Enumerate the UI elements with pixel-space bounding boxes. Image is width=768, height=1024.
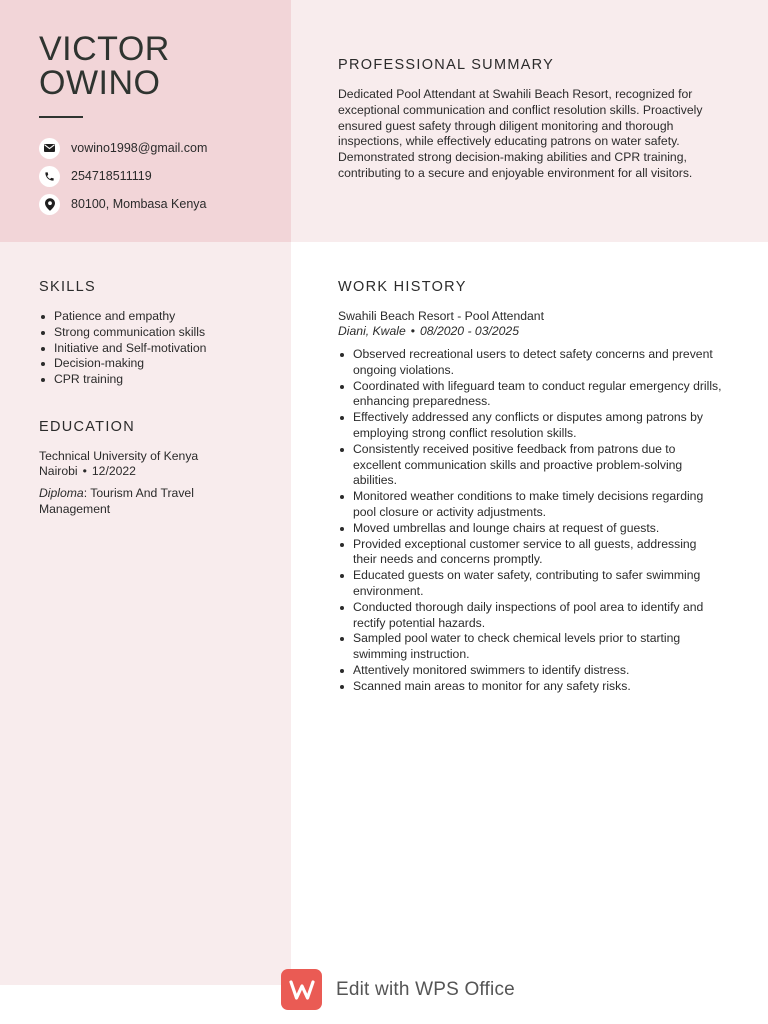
job-dates: 08/2020 - 03/2025	[420, 324, 519, 338]
list-item: Consistently received positive feedback from patrons due to excellent communication skills and proactive problem-solving abilities.	[338, 442, 723, 489]
contact-address	[39, 193, 279, 215]
job-title	[338, 309, 723, 325]
list-item: Coordinated with lifeguard team to conduct regular emergency drills, enhancing preparedness.	[338, 379, 723, 411]
list-item: Moved umbrellas and lounge chairs at request of guests.	[338, 521, 723, 537]
degree-field: : Tourism And Travel Management	[39, 486, 194, 516]
education-school: Technical University of Kenya	[39, 449, 199, 463]
separator-dot: •	[410, 324, 416, 338]
job-location: Diani, Kwale	[338, 324, 406, 338]
summary-text: Dedicated Pool Attendant at Swahili Beach Resort, recognized for exceptional communication and conflict resolution skills. Proactively ensured guest safety through diligent monitoring and thorough inspections, while effectively educating patrons on water safety. Demonstrated strong decision-making abilities and CPR training, contributing to a secure and enjoyable environment for all visitors.	[338, 87, 703, 180]
list-item: Educated guests on water safety, contributing to safer swimming environment.	[338, 568, 723, 600]
skills-heading: SKILLS	[39, 279, 96, 295]
phone-text: 254718511119	[71, 169, 152, 183]
name-divider	[39, 116, 83, 118]
list-item: Strong communication skills	[39, 325, 279, 341]
wps-logo-icon	[281, 969, 322, 1010]
list-item: Sampled pool water to check chemical levels prior to starting swimming instruction.	[338, 631, 723, 663]
work-bullets	[338, 347, 723, 695]
skills-list	[39, 309, 279, 388]
name-last: OWINO	[39, 64, 161, 102]
candidate-name	[39, 32, 279, 100]
education-degree	[39, 486, 239, 518]
list-item: Observed recreational users to detect safety concerns and prevent ongoing violations.	[338, 347, 723, 379]
job-meta	[338, 324, 723, 340]
list-item: Monitored weather conditions to make timely decisions regarding pool closure or activity adjustments.	[338, 489, 723, 521]
name-first: VICTOR	[39, 30, 170, 68]
contact-phone[interactable]	[39, 165, 279, 187]
separator-dot: •	[82, 464, 87, 478]
list-item: Provided exceptional customer service to all guests, addressing their needs and concerns promptly.	[338, 537, 723, 569]
phone-icon	[39, 166, 60, 187]
education-city: Nairobi	[39, 464, 78, 478]
list-item: Patience and empathy	[39, 309, 279, 325]
list-item: Effectively addressed any conflicts or disputes among patrons by employing strong conflict resolution skills.	[338, 410, 723, 442]
degree-name: Diploma	[39, 486, 84, 500]
list-item: Initiative and Self-motivation	[39, 341, 279, 357]
job-role: - Pool Attendant	[453, 309, 544, 323]
work-heading: WORK HISTORY	[338, 279, 467, 295]
list-item: Scanned main areas to monitor for any safety risks.	[338, 679, 723, 695]
list-item: CPR training	[39, 372, 279, 388]
envelope-icon	[39, 138, 60, 159]
address-text: 80100, Mombasa Kenya	[71, 197, 207, 211]
job-company: Swahili Beach Resort	[338, 309, 454, 323]
email-text: vowino1998@gmail.com	[71, 141, 208, 155]
education-heading: EDUCATION	[39, 419, 136, 435]
map-pin-icon	[39, 194, 60, 215]
list-item: Conducted thorough daily inspections of pool area to identify and rectify potential hazards.	[338, 600, 723, 632]
wps-edit-label: Edit with WPS Office	[336, 978, 515, 1000]
summary-heading: PROFESSIONAL SUMMARY	[338, 57, 555, 73]
list-item: Decision-making	[39, 356, 279, 372]
list-item: Attentively monitored swimmers to identify distress.	[338, 663, 723, 679]
wps-edit-banner[interactable]	[281, 969, 515, 1010]
contact-email[interactable]	[39, 137, 279, 159]
education-meta	[39, 464, 284, 480]
education-date: 12/2022	[91, 464, 136, 478]
